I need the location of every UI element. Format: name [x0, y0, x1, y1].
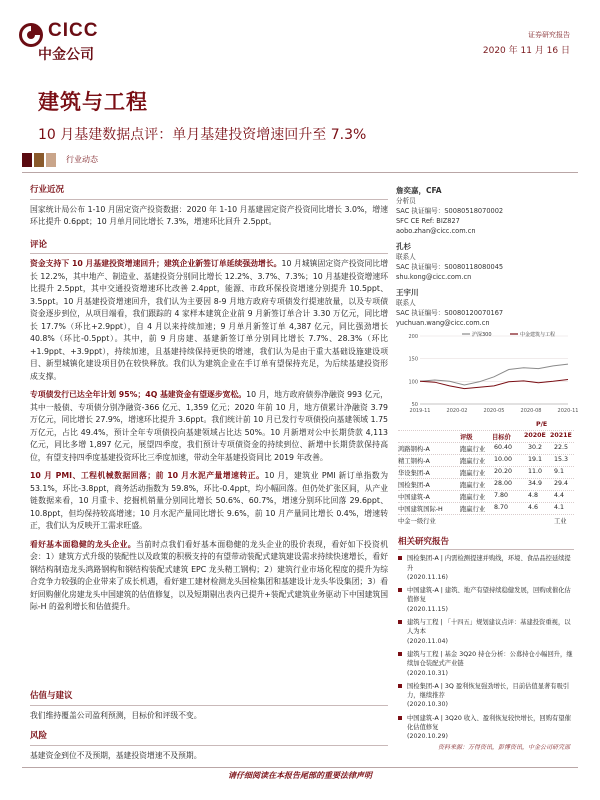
chart-x-tick-label: 2020-02 — [446, 408, 468, 414]
table-cell-pe2021: 4.1 — [554, 504, 565, 511]
analyst-role: 分析员 — [396, 197, 416, 205]
logo-text-en: CICC — [48, 20, 99, 41]
analyst-name: 詹奕嘉，CFA — [396, 186, 442, 195]
table-note-left: 中金一级行业 — [398, 518, 436, 525]
paragraph-2 — [30, 389, 388, 464]
chart-legend-label: 沪深300 — [472, 332, 492, 338]
bullet-icon — [398, 620, 402, 624]
table-note-right: 工业 — [554, 518, 567, 525]
table-row — [398, 443, 574, 455]
table-header-cell: 评级 — [460, 434, 473, 441]
related-item-text[interactable]: 国检集团-A | 内需检测提速并购线，环境、食品品控延续提升 — [407, 555, 571, 572]
table-row — [398, 467, 574, 479]
tag-square — [46, 153, 56, 167]
related-item-date: (2020.11.16) — [407, 573, 448, 581]
table-cell-target: 8.70 — [494, 504, 509, 511]
table-header-cell: 2020E — [524, 432, 546, 439]
overview-text: 国家统计局公布 1-10 月固定资产投资数据：2020 年 1-10 月基建固定资产投资同比增长 3.0%，增速环比提升 0.6ppt；10 月单月同比增长 7.3%，增速环比回升 2.5ppt。 — [30, 204, 388, 226]
related-item-date: (2020.11.15) — [407, 605, 448, 613]
table-cell-pe2021: 15.3 — [554, 456, 569, 463]
paragraph-3-lead: 10 月 PMI、工程机械数据回落；前 10 月水泥产量增速转正。 — [30, 471, 265, 480]
divider — [30, 705, 388, 706]
table-note-row — [398, 515, 574, 526]
chart-y-tick-labels — [408, 334, 418, 408]
table-row — [398, 479, 574, 491]
analyst-email: yuchuan.wang@cicc.com.cn — [396, 319, 490, 327]
table-row — [398, 503, 574, 515]
table-header-unit: P/E — [536, 421, 548, 428]
analyst-block — [396, 186, 574, 236]
table-cell-rating: 跑赢行业 — [460, 506, 486, 513]
chart-x-tick-label: 2019-11 — [409, 408, 431, 414]
table-cell-pe2021: 29.4 — [554, 480, 569, 487]
chart-y-tick-label: 200 — [408, 334, 418, 340]
section-title-risk: 风险 — [30, 731, 48, 741]
chart-legend-label: 中金建筑与工程 — [520, 332, 556, 338]
risk-text: 基建资金到位不及预期，基建投资增速不及预期。 — [30, 750, 202, 760]
bullet-icon — [398, 588, 402, 592]
table-cell-pe2020: 4.8 — [528, 492, 539, 499]
bullet-icon — [398, 556, 402, 560]
table-cell-target: 7.80 — [494, 492, 509, 499]
analyst-name: 孔杉 — [396, 242, 411, 251]
related-item-text[interactable]: 建筑与工程 | 「十四五」规划建议点评：基建投资重视，以人为本 — [407, 619, 571, 636]
paragraph-2-lead: 专项债发行已达全年计划 95%；4Q 基建资金有望逐步宽松。 — [30, 390, 247, 399]
table-header-cell: 2021E — [550, 432, 572, 439]
report-date: 2020 年 11 月 16 日 — [482, 46, 570, 56]
table-cell-target: 10.00 — [494, 456, 513, 463]
table-cell-name: 中国建筑-A — [398, 494, 430, 501]
table-cell-rating: 跑赢行业 — [460, 494, 486, 501]
analyst-sfc: SFC CE Ref: BIZ827 — [396, 217, 460, 225]
chart-y-tick-label: 150 — [408, 356, 418, 363]
table-cell-pe2020: 19.1 — [528, 456, 543, 463]
analyst-block — [396, 288, 574, 328]
table-header-cell: 目标价 — [492, 434, 511, 441]
analyst-sac: SAC 执证编号：S0080518070002 — [396, 207, 504, 215]
chart-legend — [462, 331, 555, 338]
table-row — [398, 455, 574, 467]
table-cell-pe2020: 34.9 — [528, 480, 543, 487]
section-title-valuation: 估值与建议 — [30, 691, 73, 701]
tag-label: 行业动态 — [66, 155, 98, 164]
chart-series-lines — [420, 364, 568, 389]
valuation-section — [30, 690, 388, 728]
related-item-date: (2020.10.29) — [407, 733, 448, 741]
paragraph-3-body: 10 月，建筑业 PMI 新订单指数为 53.1%，环比-3.8ppt，商务活动指数为 59.8%，环比-0.4ppt，均小幅回落。但仍处扩张区间，从产业链数据来看，10 月重卡、挖掘机销量分别同比增长 50.6%、60.7%，增速分别环比回落 29.6ppt、10.8ppt，但均保持较高增速；10 月水泥产量同比增长 9.6%，前 10 月产量同比增长 0.4%，增速转正，我们认为反映开工需求旺盛。 — [30, 471, 388, 530]
related-item[interactable] — [398, 586, 574, 614]
divider — [30, 199, 388, 200]
related-item-text[interactable]: 中国建筑-A | 建筑、地产有望持续稳健发展，回购或催化估值修复 — [407, 587, 571, 604]
paragraph-1-lead: 资金支持下 10 月基建投资增速回升；建筑企业新签订单延续强劲增长。 — [30, 259, 282, 268]
table-cell-name: 精工钢构-A — [398, 458, 430, 465]
table-header-row — [398, 420, 574, 431]
paragraph-1-body: 10 月城镇固定资产投资同比增长 12.2%，其中地产、制造业、基建投资分别同比增长 12.2%、3.7%、7.3%；10 月基建投资增速环比提升 2.5ppt，其中交通投资增速环比改善 2.4ppt，能源、市政环保投资增速分别提升 10.5ppt、3.5ppt。10 月基建投资增速回升，我们认为主要因 8-9 月地方政府专项债发行提速放量，以及专项债资金逐步到位，从项目端看，我们跟踪的 4 家样本建筑企业前 9 月新签订单合计 3.30 万亿元，同比增长 17.7%（环比+2.9ppt），自 4 月以来持续加速；9 月单月新签订单 4,387 亿元，同比强劲增长 40.8%（环比-0.5ppt）。其中，前 9 月房建、基建新签订单分别同比增长 7.7%、28.3%（环比+1.9ppt、+3.9ppt），持续加速，且基建持续保持更快的增速，我们认为是由于重大基础设施建设项目、新型城镇化建设项目仍在较快释放。我们认为建筑企业在手订单有望保持充足，为后续基建投资形成支撑。 — [30, 259, 388, 381]
divider — [30, 253, 388, 254]
page-title: 建筑与工程 — [38, 90, 148, 114]
table-cell-name: 华设集团-A — [398, 470, 430, 477]
chart-x-tick-label: 2020-11 — [557, 408, 579, 414]
valuation-text: 我们维持覆盖公司盈利预测，目标价和评级不变。 — [30, 710, 202, 720]
bullet-icon — [398, 652, 402, 656]
related-title: 相关研究报告 — [398, 537, 450, 547]
cicc-logo — [18, 20, 98, 68]
analyst-role: 联系人 — [396, 253, 416, 261]
table-cell-pe2020: 30.2 — [528, 444, 543, 451]
analyst-name: 王宇川 — [396, 288, 419, 297]
table-cell-name: 中国建筑国际-H — [398, 506, 443, 513]
table-cell-target: 20.20 — [494, 468, 513, 475]
analyst-role: 联系人 — [396, 299, 416, 307]
divider — [22, 767, 578, 768]
table-cell-rating: 跑赢行业 — [460, 458, 486, 465]
main-column — [30, 184, 388, 620]
analyst-email: aobo.zhan@cicc.com.cn — [396, 227, 476, 235]
logo-text-cn: 中金公司 — [38, 47, 94, 63]
divider — [398, 549, 574, 550]
valuation-table — [398, 420, 574, 526]
paragraph-1 — [30, 258, 388, 383]
related-item[interactable] — [398, 650, 574, 678]
legal-disclaimer: 请仔细阅读在本报告尾部的重要法律声明 — [228, 771, 372, 780]
section-title-comment: 评论 — [30, 239, 48, 250]
table-cell-rating: 跑赢行业 — [460, 446, 486, 453]
related-item-date: (2020.10.31) — [407, 669, 448, 677]
paragraph-2-body: 10 月，地方政府债券净融资 993 亿元，其中一般债、专项债分别净融资-366 亿元、1,359 亿元；2020 年前 10 月，地方债累计净融资 3.79 万亿元，同比增长 27.9%，增速环比提升 3.6ppt。我们统计前 10 月已发行专项债投向基建领域 1.75 万亿元，占比 49.4%，预计全年专项债投向基建领域占比达 50%。10 月新增对公中长期贷款 4,113 亿元，同比多增 1,897 亿元，展望四季度，我们预计专项债资金的持续到位、新增中长期贷款保持高位，有望支持四季度基建投资环比三季度加速，带动全年基建投资同比 2019 年改善。 — [30, 390, 388, 462]
table-cell-target: 28.00 — [494, 480, 513, 487]
related-item-text[interactable]: 中国建筑-A | 3Q20 收入、盈利恢复较快增长，回购有望催化估值修复 — [407, 714, 571, 732]
analyst-email: shu.kong@cicc.com.cn — [396, 273, 472, 281]
section-title-overview: 行业近况 — [30, 185, 65, 195]
report-type: 证券研究报告 — [528, 31, 570, 39]
risk-section — [30, 730, 388, 768]
performance-chart — [402, 330, 579, 416]
paragraph-4-body: 当前时点我们看好基本面稳健的龙头企业的股价表现，看好如下投资机会：1）建筑方式升级的装配性以及政策的积极支持的有望带动装配式建筑建设需求持续快速增长，看好钢结构制造龙头鸿路钢构和钢结构装配式建筑 EPC 龙头精工钢构；2）建筑行业市场化程度的提升为综合竞争力较强的企业带来了成长机遇，看好建工建材检测龙头国检集团和基建设计龙头华设集团；3）看好回购催化房建龙头中国建筑的估值修复，以及短期剔出表内已提升+装配式建筑业务驱动下中国建筑国际-H 的盈利增长和估值提升。 — [30, 539, 388, 611]
table-cell-rating: 跑赢行业 — [460, 482, 486, 489]
tag-square — [22, 153, 32, 167]
chart-y-tick-label: 100 — [408, 379, 418, 386]
related-item[interactable] — [398, 618, 574, 646]
table-cell-pe2021: 9.1 — [554, 468, 565, 475]
table-cell-name: 国检集团-A — [398, 482, 430, 489]
analyst-sac: SAC 执证编号：S0080120070167 — [396, 309, 504, 317]
divider — [22, 172, 578, 173]
analyst-block — [396, 242, 574, 282]
table-cell-pe2021: 4.4 — [554, 492, 565, 499]
related-item-text[interactable]: 建筑与工程 | 基金 3Q20 持仓分析：公募持仓小幅回升，继续加仓装配式产业链 — [407, 650, 573, 668]
related-item-date: (2020.11.04) — [407, 637, 448, 645]
data-source-note: 资料来源：万得资讯，彭博资讯，中金公司研究部 — [437, 744, 570, 751]
table-header-row — [398, 431, 574, 443]
analyst-sac: SAC 执证编号：S0080118080045 — [396, 263, 504, 271]
related-item[interactable] — [398, 714, 574, 742]
table-cell-rating: 跑赢行业 — [460, 470, 486, 477]
paragraph-4 — [30, 539, 388, 614]
table-cell-name: 鸿路钢构-A — [398, 446, 430, 453]
bullet-icon — [398, 716, 402, 720]
page-subtitle: 10 月基建数据点评：单月基建投资增速回升至 7.3% — [38, 127, 367, 143]
chart-x-tick-label: 2020-08 — [520, 408, 542, 414]
paragraph-3 — [30, 470, 388, 533]
tag-square — [34, 153, 44, 167]
paragraph-4-lead: 看好基本面稳健的龙头企业。 — [30, 539, 136, 549]
chart-grid — [420, 336, 568, 404]
related-item[interactable] — [398, 554, 574, 582]
table-cell-pe2020: 11.0 — [528, 468, 543, 475]
related-item[interactable] — [398, 682, 574, 710]
related-item-text[interactable]: 国检集团-A | 3Q 盈利恢复强劲增长，目前估值显著有吸引力，继续推荐 — [407, 682, 570, 700]
table-cell-pe2020: 4.6 — [528, 504, 539, 511]
analysts-panel — [396, 186, 574, 328]
table-cell-target: 60.40 — [494, 444, 513, 451]
chart-x-tick-label: 2020-05 — [483, 408, 505, 414]
table-row — [398, 491, 574, 503]
table-cell-pe2021: 22.5 — [554, 444, 569, 451]
bullet-icon — [398, 684, 402, 688]
chart-y-tick-label: 50 — [411, 402, 418, 408]
divider — [30, 745, 388, 746]
chart-x-tick-labels — [410, 408, 579, 414]
related-item-date: (2020.10.30) — [407, 701, 448, 709]
related-research — [398, 538, 574, 746]
